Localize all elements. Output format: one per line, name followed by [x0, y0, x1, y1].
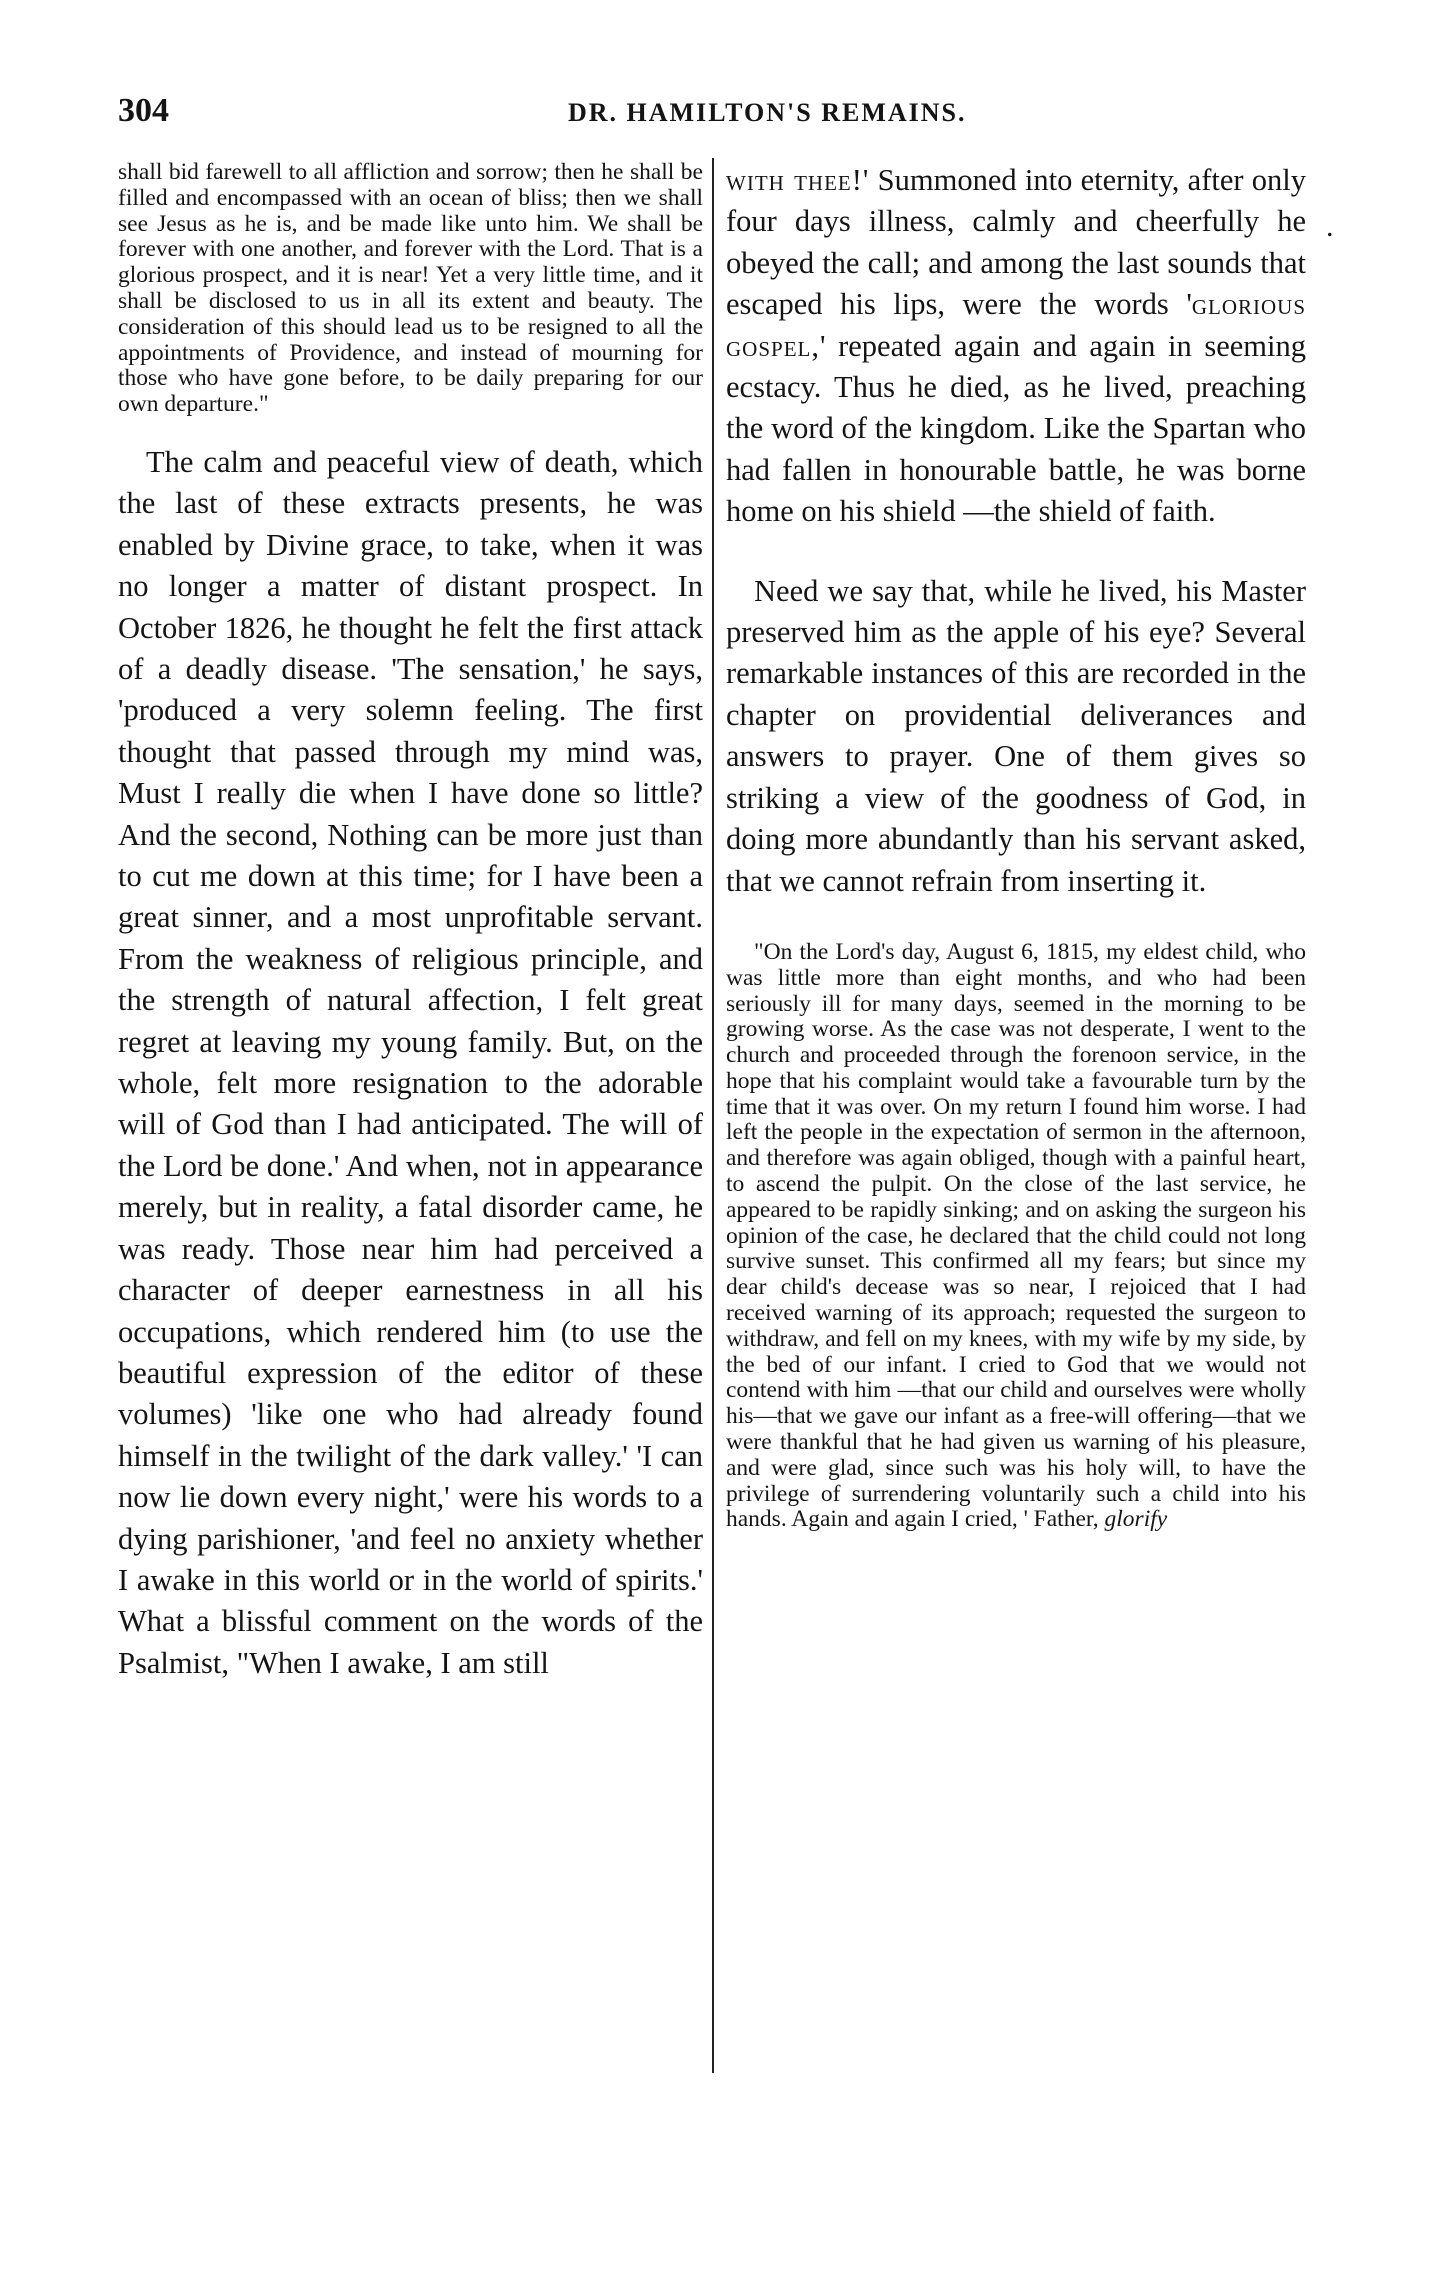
stray-mark: .: [1326, 210, 1334, 243]
text-lords-day: "On the Lord's day, August 6, 1815, my eldest child, who was little more than eight months, and who had been seriously ill for many days, seemed in the morning to be growing worse. As the case was not desperate, I went to the church and proceeded through the forenoon service, in the hope that his complaint would take a favourable turn by the time that it was over. On my return I found him worse. I had left the people in the expectation of sermon in the afternoon, and therefore was again obliged, though with a painful heart, to ascend the pulpit. On the close of the last service, he appeared to be rapidly sinking; and on asking the surgeon his opinion of the case, he declared that the child could not long survive sunset. This confirmed all my fears; but since my dear child's decease was so near, I rejoiced that I had received warning of its approach; requested the surgeon to withdraw, and fell on my knees, with my wife by my side, by the bed of our infant. I cried to God that we would not contend with him —that our child and ourselves were wholly his—that we gave our infant as a free-will offering—that we were thankful that he had given us warning of his pleasure, and were glad, since such was his holy will, to have the privilege of surrendering voluntarily such a child into his hands. Again and again I cried, ' Father,: [726, 938, 1306, 1533]
small-caps-with-thee: with thee!': [726, 163, 870, 197]
paragraph-calm-view-of-death: The calm and peaceful view of death, which the last of these extracts presents, he was enabled by Divine grace, to take, when it was no longer a matter of distant prospect. In October 1826, he thought he felt the first attack of a deadly disease. 'The sensation,' he says, 'produced a very solemn feeling. The first thought that passed through my mind was, Must I really die when I have done so little? And the second, Nothing can be more just than to cut me down at this time; for I have been a great sinner, and a most unprofitable servant. From the weakness of religious principle, and the strength of natural affection, I felt great regret at leaving my young family. But, on the whole, felt more resignation to the adorable will of God than I had anticipated. The will of the Lord be done.' And when, not in appearance merely, but in reality, a fatal disorder came, he was ready. Those near him had perceived a character of deeper earnestness in all his occupations, which rendered him (to use the beautiful expression of the editor of these volumes) 'like one who had already found himself in the twilight of the dark valley.' 'I can now lie down every night,' were his words to a dying parishioner, 'and feel no anxiety whether I awake in this world or in the world of spirits.' What a blissful comment on the words of the Psalmist, "When I awake, I am still: [118, 444, 703, 1680]
small-caps-glorious-gospel: glorious gospel,: [726, 287, 1306, 363]
text-repeated: ' repeated again and again in seeming ecstacy. Thus he died, as he lived, preaching the word of the kingdom. Like the Spartan who had fallen in honourable battle, he was borne home on his shield —the shield of faith.: [726, 328, 1306, 529]
left-column: [118, 160, 703, 1684]
running-head: DR. HAMILTON'S REMAINS.: [568, 98, 967, 127]
paragraph-summoned-into-eternity: [726, 160, 1306, 533]
paragraph-apple-of-his-eye: Need we say that, while he lived, his Master preserved him as the apple of his eye? Several remarkable instances of this are recorded in the chapter on providential deliverances and answers to prayer. One of them gives so striking a view of the goodness of God, in doing more abundantly than his servant asked, that we cannot refrain from inserting it.: [726, 573, 1306, 898]
quote-continuation: shall bid farewell to all affliction and sorrow; then he shall be filled and encompassed with an ocean of bliss; then we shall see Jesus as he is, and be made like unto him. We shall be forever with one another, and forever with the Lord. That is a glorious prospect, and it is near! Yet a very little time, and it shall be disclosed to us in all its extent and beauty. The consideration of this should lead us to be resigned to all the appointments of Providence, and instead of mourning for those who have gone before, to be daily preparing for our own departure.": [118, 159, 703, 418]
column-divider: [712, 158, 714, 2073]
italic-glorify: glorify: [1098, 1506, 1168, 1533]
page-header: [118, 92, 1318, 132]
text-summoned: Summoned into eternity, after only four days illness, calmly and cheerfully he obeyed the call; and among the last sounds that escaped his lips, were the words ': [726, 163, 1307, 322]
page-number: 304: [118, 92, 169, 129]
right-column: [726, 160, 1306, 1533]
quote-lords-day: [726, 940, 1306, 1533]
